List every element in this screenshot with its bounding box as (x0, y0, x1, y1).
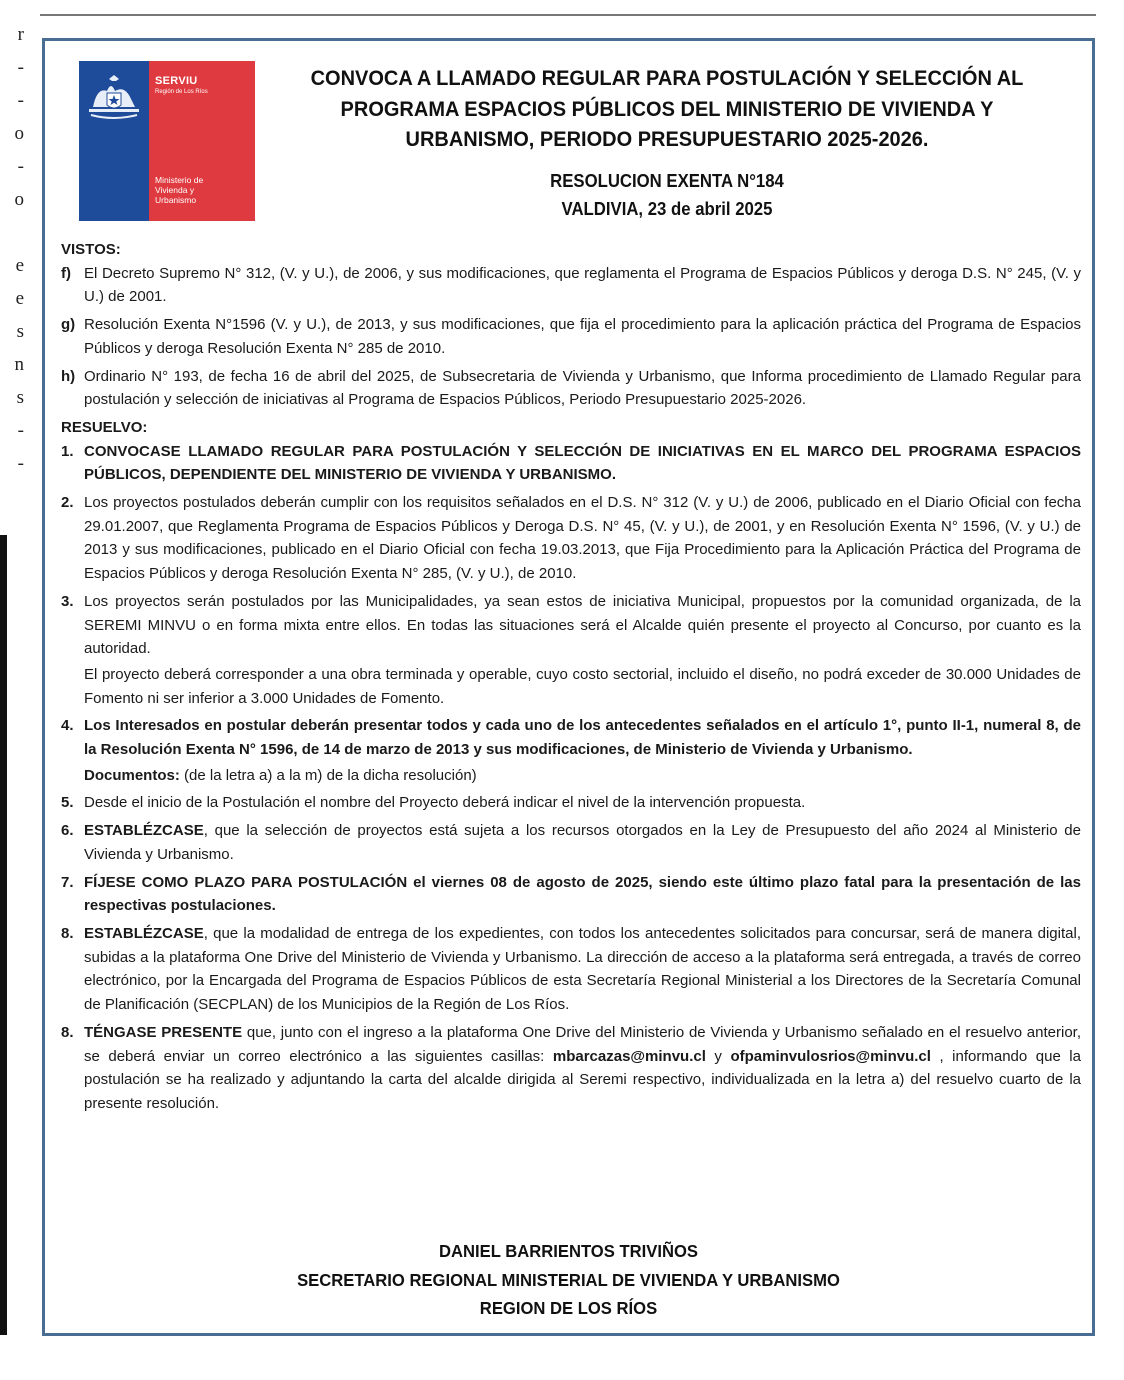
official-notice (42, 38, 1095, 1336)
resuelvo-item-8b: 8. TÉNGASE PRESENTE que, junto con el ingreso a la plataforma One Drive del Ministerio de Vivienda y Urbanismo señalado en el resuelvo anterior, se deberá enviar un correo electrónico a las siguientes casillas: mbarcazas@minvu.cl y ofpaminvulosrios@minvu.cl , informando que la postulación se ha realizado y adjuntando la carta del alcalde dirigida al Seremi respectivo, individualizada en la letra a) del resuelvo cuarto de la presente resolución. (61, 1023, 1081, 1112)
resuelvo-item-5: 5. Desde el inicio de la Postulación el nombre del Proyecto deberá indicar el nivel de la intervención propuesta. (61, 794, 806, 812)
resuelvo-item-3: 3. Los proyectos serán postulados por las Municipalidades, ya sean estos de iniciativa Municipal, propuestos por la comunidad organizada, de la SEREMI MINVU o en forma mixta entre ellos. En todas las situaciones será el Alcalde quién presente el proyecto al Concurso, por cuanto es la autoridad. (61, 592, 1081, 658)
serviu-wordmark: SERVIU (155, 75, 198, 87)
signatory-region: REGION DE LOS RÍOS (479, 1298, 658, 1318)
resuelvo-item-4: 4. Los Interesados en postular deberán presentar todos y cada uno de los antecedentes señalados en el artículo 1°, punto II-1, numeral 8, de la Resolución Exenta N° 1596, de 14 de marzo de 2013 y sus modificaciones, de Ministerio de Vivienda y Urbanismo. (61, 717, 1081, 759)
ministry-name: Ministerio de Vivienda y Urbanismo (155, 175, 204, 205)
signatory-name: DANIEL BARRIENTOS TRIVIÑOS (439, 1241, 698, 1261)
resuelvo-item-7: 7. FÍJESE COMO PLAZO PARA POSTULACIÓN el viernes 08 de agosto de 2025, siendo este último plazo fatal para la presentación de las respectivas postulaciones. (61, 873, 1081, 915)
signature-block (45, 1237, 1092, 1323)
serviu-region: Región de Los Ríos (155, 89, 208, 95)
adjacent-column-letters: r - - o - o e e s n s - - (14, 24, 24, 474)
logo-blue-panel (79, 61, 149, 221)
place-date: VALDIVIA, 23 de abril 2025 (561, 198, 773, 219)
resuelvo-item-4-documents: Documentos: (de la letra a) a la m) de la dicha resolución) (84, 766, 477, 784)
logo-red-panel (149, 61, 255, 221)
resuelvo-item-2: 2. Los proyectos postulados deberán cumplir con los requisitos señalados en el D.S. N° 312 (V. y U.) de 2006, publicado en el Diario Oficial con fecha 29.01.2007, que Reglamenta Programa de Espacios Públicos y Deroga D.S. N° 45, (V. y U.), de 2001, y en Resolución Exenta N° 1596, (V. y U.) de 2013 y sus modificaciones, publicado en el Diario Oficial con fecha 19.03.2013, que Fija Procedimiento para la Aplicación Práctica del Programa de Espacios Públicos y deroga Resolución Exenta N° 285, (V. y U.), de 2010. (61, 494, 1081, 583)
resolution-number: RESOLUCION EXENTA N°184 (550, 170, 784, 191)
vistos-label: VISTOS: (61, 241, 121, 258)
adjacent-column-bar (0, 535, 7, 1335)
vistos-item-g: g) Resolución Exenta N°1596 (V. y U.), de 2013, y sus modificaciones, que fija el procedimiento para la aplicación práctica del Programa de Espacios Públicos y deroga Resolución Exenta N° 285 de 2010. (61, 316, 1081, 357)
serviu-logo (79, 61, 255, 221)
vistos-item-f: f) El Decreto Supremo N° 312, (V. y U.), de 2006, y sus modificaciones, que reglamenta el Programa de Espacios Públicos y deroga D.S. N° 245, (V. y U.) de 2001. (61, 264, 1081, 306)
resuelvo-item-3-cost-limit: El proyecto deberá corresponder a una obra terminada y operable, cuyo costo sectorial, incluido el diseño, no podrá exceder de 30.000 Unidades de Fomento ni ser inferior a 3.000 Unidades de Fomento. (84, 665, 1081, 707)
vistos-item-h: h) Ordinario N° 193, de fecha 16 de abril del 2025, de Subsecretaria de Vivienda y Urbanismo, que Informa procedimiento de Llamado Regular para postulación y selección de iniciativas al Programa de Espacios Públicos, Periodo Presupuestario 2025-2026. (61, 367, 1081, 409)
resuelvo-item-1: 1. CONVOCASE LLAMADO REGULAR PARA POSTULACIÓN Y SELECCIÓN DE INICIATIVAS EN EL MARCO DEL PROGRAMA ESPACIOS PÚBLICOS, DEPENDIENTE DEL MINISTERIO DE VIVIENDA Y URBANISMO. (61, 442, 1081, 484)
notice-title-line-2: PROGRAMA ESPACIOS PÚBLICOS DEL MINISTERIO DE VIVIENDA Y (340, 96, 994, 121)
resuelvo-label: RESUELVO: (61, 418, 148, 436)
notice-title-line-1: CONVOCA A LLAMADO REGULAR PARA POSTULACIÓN Y SELECCIÓN AL (310, 66, 1024, 90)
coat-of-arms-icon (85, 73, 143, 119)
notice-header (277, 63, 1057, 223)
notice-title-line-3: URBANISMO, PERIODO PRESUPUESTARIO 2025-2026. (405, 127, 929, 151)
adjacent-column-strip (0, 0, 30, 1380)
notice-body (61, 238, 1081, 1120)
resuelvo-item-8: 8. ESTABLÉZCASE, que la modalidad de entrega de los expedientes, con todos los antecedentes solicitados para concursar, será de manera digital, subidas a la plataforma One Drive del Ministerio de Vivienda y Urbanismo. La dirección de acceso a la plataforma será entregada, a través de correo electrónico, por la Encargada del Programa de Espacios Públicos de esta Secretaría Regional Ministerial a los Directores de la Secretaría Comunal de Planificación (SECPLAN) de los Municipios de la Región de Los Ríos. (61, 924, 1081, 1014)
email-mbarcazas: mbarcazas@minvu.cl (552, 1047, 706, 1065)
email-ofpaminvulosrios: ofpaminvulosrios@minvu.cl (730, 1047, 931, 1065)
top-rule-divider (40, 14, 1096, 16)
signatory-role: SECRETARIO REGIONAL MINISTERIAL DE VIVIENDA Y URBANISMO (297, 1269, 840, 1290)
resuelvo-item-6: 6. ESTABLÉZCASE, que la selección de proyectos está sujeta a los recursos otorgados en la Ley de Presupuesto del año 2024 al Ministerio de Vivienda y Urbanismo. (61, 822, 1081, 863)
